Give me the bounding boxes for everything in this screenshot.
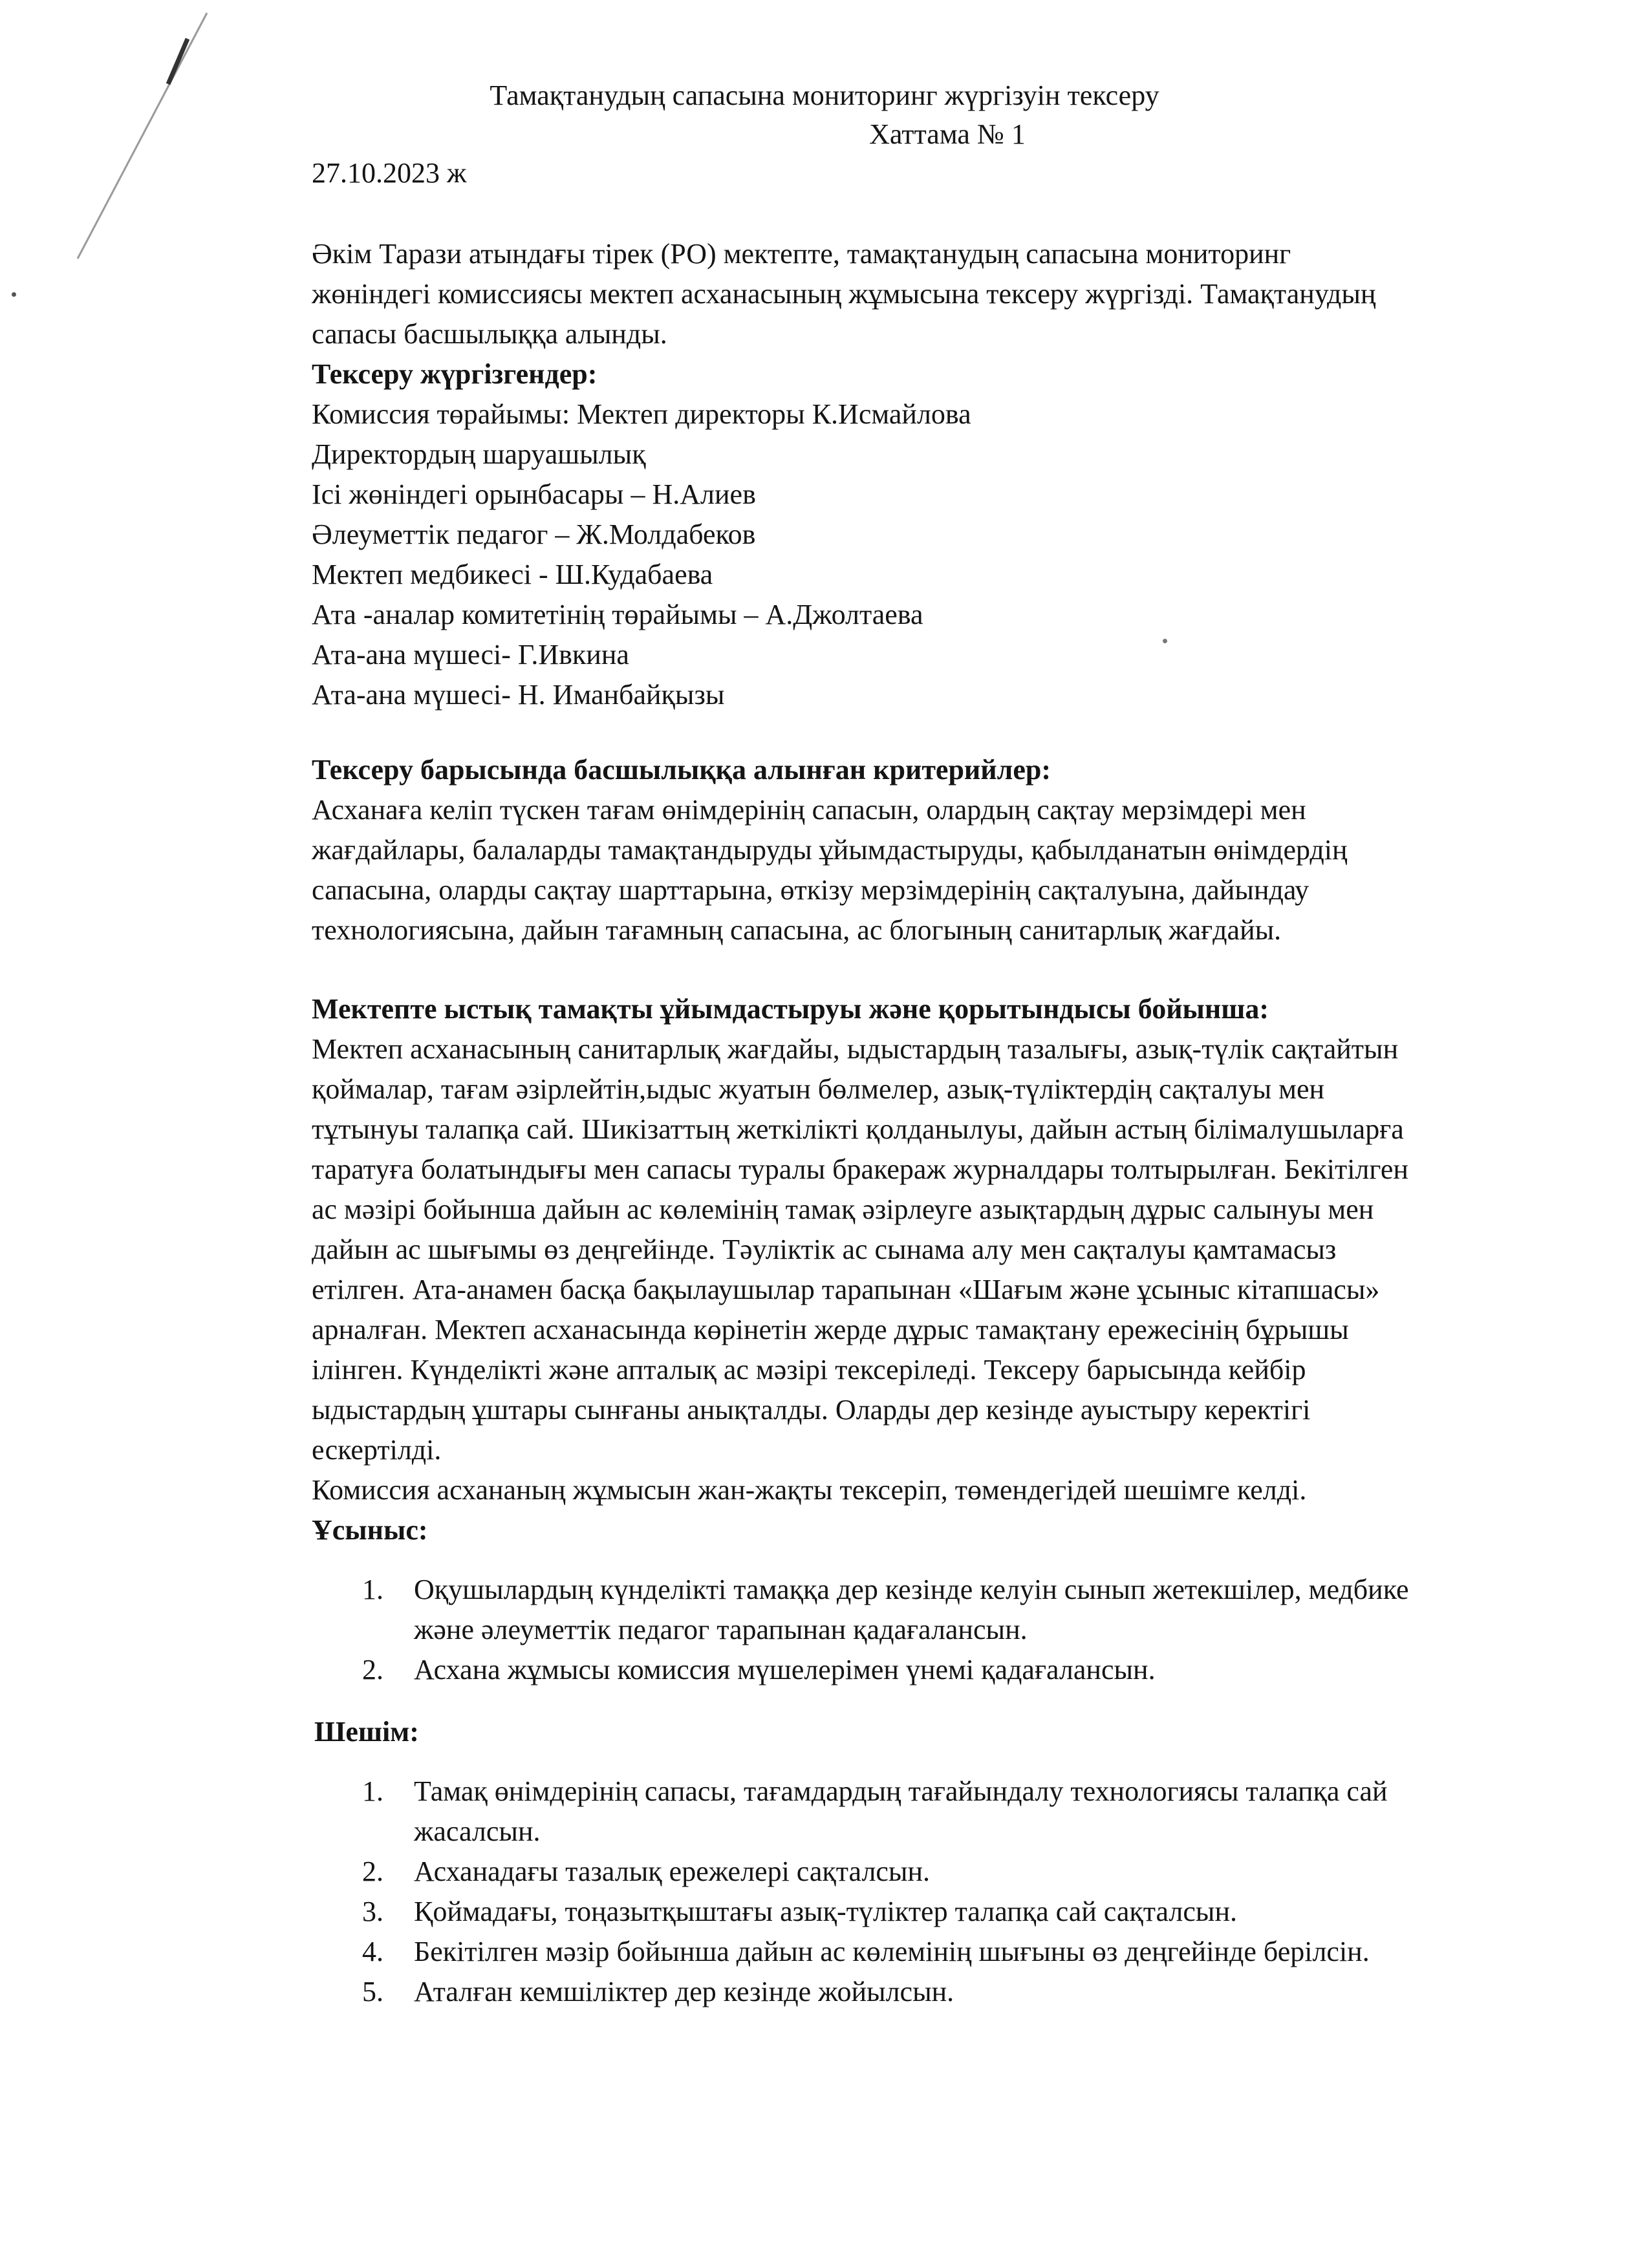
criteria-line: сапасына, оларды сақтау шарттарына, өткізу мерзімдерінің сақталуына, дайындау <box>312 874 1310 906</box>
list-item-line: Қоймадағы, тоңазытқыштағы азық-түліктер талапқа сай сақталсын. <box>414 1896 1238 1927</box>
list-item <box>362 1932 1591 1972</box>
list-item <box>362 1972 1591 2012</box>
proposal-list <box>362 1570 1591 1690</box>
inspector-item: Әлеуметтік педагог – Ж.Молдабеков <box>312 519 756 550</box>
inspector-item: Мектеп медбикесі - Ш.Кудабаева <box>312 559 713 590</box>
list-item <box>362 1892 1591 1932</box>
results-line: етілген. Ата-анамен басқа бақылаушылар тарапынан «Шағым және ұсыныс кітапшасы» <box>312 1274 1380 1305</box>
list-number: 1. <box>362 1775 383 1807</box>
list-item-line: жасалсын. <box>414 1815 541 1847</box>
results-line: арналған. Мектеп асханасында көрінетін жерде дұрыс тамақтану ережесінің бұрышы <box>312 1314 1349 1345</box>
results-line: таратуға болатындығы мен сапасы туралы бракераж журналдары толтырылған. Бекітілген <box>312 1153 1408 1185</box>
decision-heading: Шешім: <box>314 1716 419 1748</box>
list-number: 3. <box>362 1896 383 1927</box>
inspector-item: Ісі жөніндегі орынбасары – Н.Алиев <box>312 478 756 510</box>
results-line: Комиссия асхананың жұмысын жан-жақты тексеріп, төмендегідей шешімге келді. <box>312 1474 1307 1506</box>
results-line: ілінген. Күнделікті және апталық ас мәзірі тексеріледі. Тексеру барысында кейбір <box>312 1354 1306 1385</box>
intro-line: сапасы басшылыққа алынды. <box>312 318 667 350</box>
inspector-item: Директордың шаруашылық <box>312 438 646 470</box>
intro-line: жөніндегі комиссиясы мектеп асханасының жұмысына тексеру жүргізді. Тамақтанудың <box>312 278 1376 310</box>
results-line: дайын ас шығымы өз деңгейінде. Тәуліктік ас сынама алу мен сақталуы қамтамасыз <box>312 1234 1337 1265</box>
results-line: қоймалар, тағам әзірлейтін,ыдыс жуатын бөлмелер, азық-түліктердің сақталуы мен <box>312 1073 1325 1105</box>
list-item-line: Асхана жұмысы комиссия мүшелерімен үнемі қадағалансын. <box>414 1654 1156 1685</box>
list-item-line: Оқушылардың күнделікті тамаққа дер кезінде келуін сынып жетекшілер, медбике <box>414 1574 1409 1605</box>
criteria-line: жағдайлары, балаларды тамақтандыруды ұйымдастыруды, қабылданатын өнімдердің <box>312 834 1348 866</box>
list-number: 2. <box>362 1856 383 1887</box>
results-section <box>312 989 1592 1550</box>
list-item <box>362 1570 1591 1650</box>
inspectors-heading: Тексеру жүргізгендер: <box>312 358 598 390</box>
list-item <box>362 1852 1591 1892</box>
results-line: Мектеп асханасының санитарлық жағдайы, ыдыстардың тазалығы, азық-түлік сақтайтын <box>312 1033 1399 1065</box>
list-item-line: Асханадағы тазалық ережелері сақталсын. <box>414 1856 931 1887</box>
intro-line: Әкім Тарази атындағы тірек (РО) мектепте, тамақтанудың сапасына мониторинг <box>312 238 1291 270</box>
criteria-section <box>312 750 1592 950</box>
inspector-item: Ата-ана мүшесі- Н. Иманбайқызы <box>312 679 725 711</box>
document-subtitle: Хаттама № 1 <box>869 118 1026 150</box>
criteria-line: технологиясына, дайын тағамның сапасына, ас блогының санитарлық жағдайы. <box>312 914 1282 946</box>
list-item <box>362 1650 1591 1690</box>
list-number: 4. <box>362 1936 383 1967</box>
results-line: ас мәзірі бойынша дайын ас көлемінің тамақ әзірлеуге азықтардың дұрыс салынуы мен <box>312 1193 1374 1225</box>
inspector-item: Комиссия төрайымы: Мектеп директоры К.Исмайлова <box>312 398 971 430</box>
list-item-line: Аталған кемшіліктер дер кезінде жойылсын. <box>414 1976 954 2007</box>
results-line: тұтынуы талапқа сай. Шикізаттың жеткілікті қолданылуы, дайын астың білімалушыларға <box>312 1113 1404 1145</box>
list-number: 5. <box>362 1976 383 2007</box>
inspector-item: Ата-ана мүшесі- Г.Ивкина <box>312 639 629 670</box>
inspector-item: Ата -аналар комитетінің төрайымы – А.Джолтаева <box>312 599 923 630</box>
list-number: 1. <box>362 1574 383 1605</box>
list-item-line: және әлеуметтік педагог тарапынан қадағалансын. <box>414 1614 1028 1645</box>
scan-dot <box>12 292 16 297</box>
list-number: 2. <box>362 1654 383 1685</box>
criteria-heading: Тексеру барысында басшылыққа алынған критерийлер: <box>312 754 1051 786</box>
results-line: ыдыстардың ұштары сынғаны анықталды. Оларды дер кезінде ауыстыру керектігі <box>312 1394 1311 1426</box>
list-item-line: Бекітілген мәзір бойынша дайын ас көлемінің шығыны өз деңгейінде берілсін. <box>414 1936 1370 1967</box>
document-date: 27.10.2023 ж <box>312 157 467 189</box>
list-item-line: Тамақ өнімдерінің сапасы, тағамдардың тағайындалу технологиясы талапқа сай <box>414 1775 1388 1807</box>
list-item <box>362 1771 1591 1852</box>
criteria-line: Асханаға келіп түскен тағам өнімдерінің сапасын, олардың сақтау мерзімдері мен <box>312 794 1306 826</box>
results-heading: Мектепте ыстық тамақты ұйымдастыруы және қорытындысы бойынша: <box>312 993 1269 1025</box>
results-line: ескертілді. <box>312 1434 442 1466</box>
proposal-heading: Ұсыныс: <box>312 1514 428 1546</box>
decision-list <box>362 1771 1591 2012</box>
document-title: Тамақтанудың сапасына мониторинг жүргізуін тексеру <box>490 80 1159 111</box>
intro-paragraph <box>312 234 1592 715</box>
